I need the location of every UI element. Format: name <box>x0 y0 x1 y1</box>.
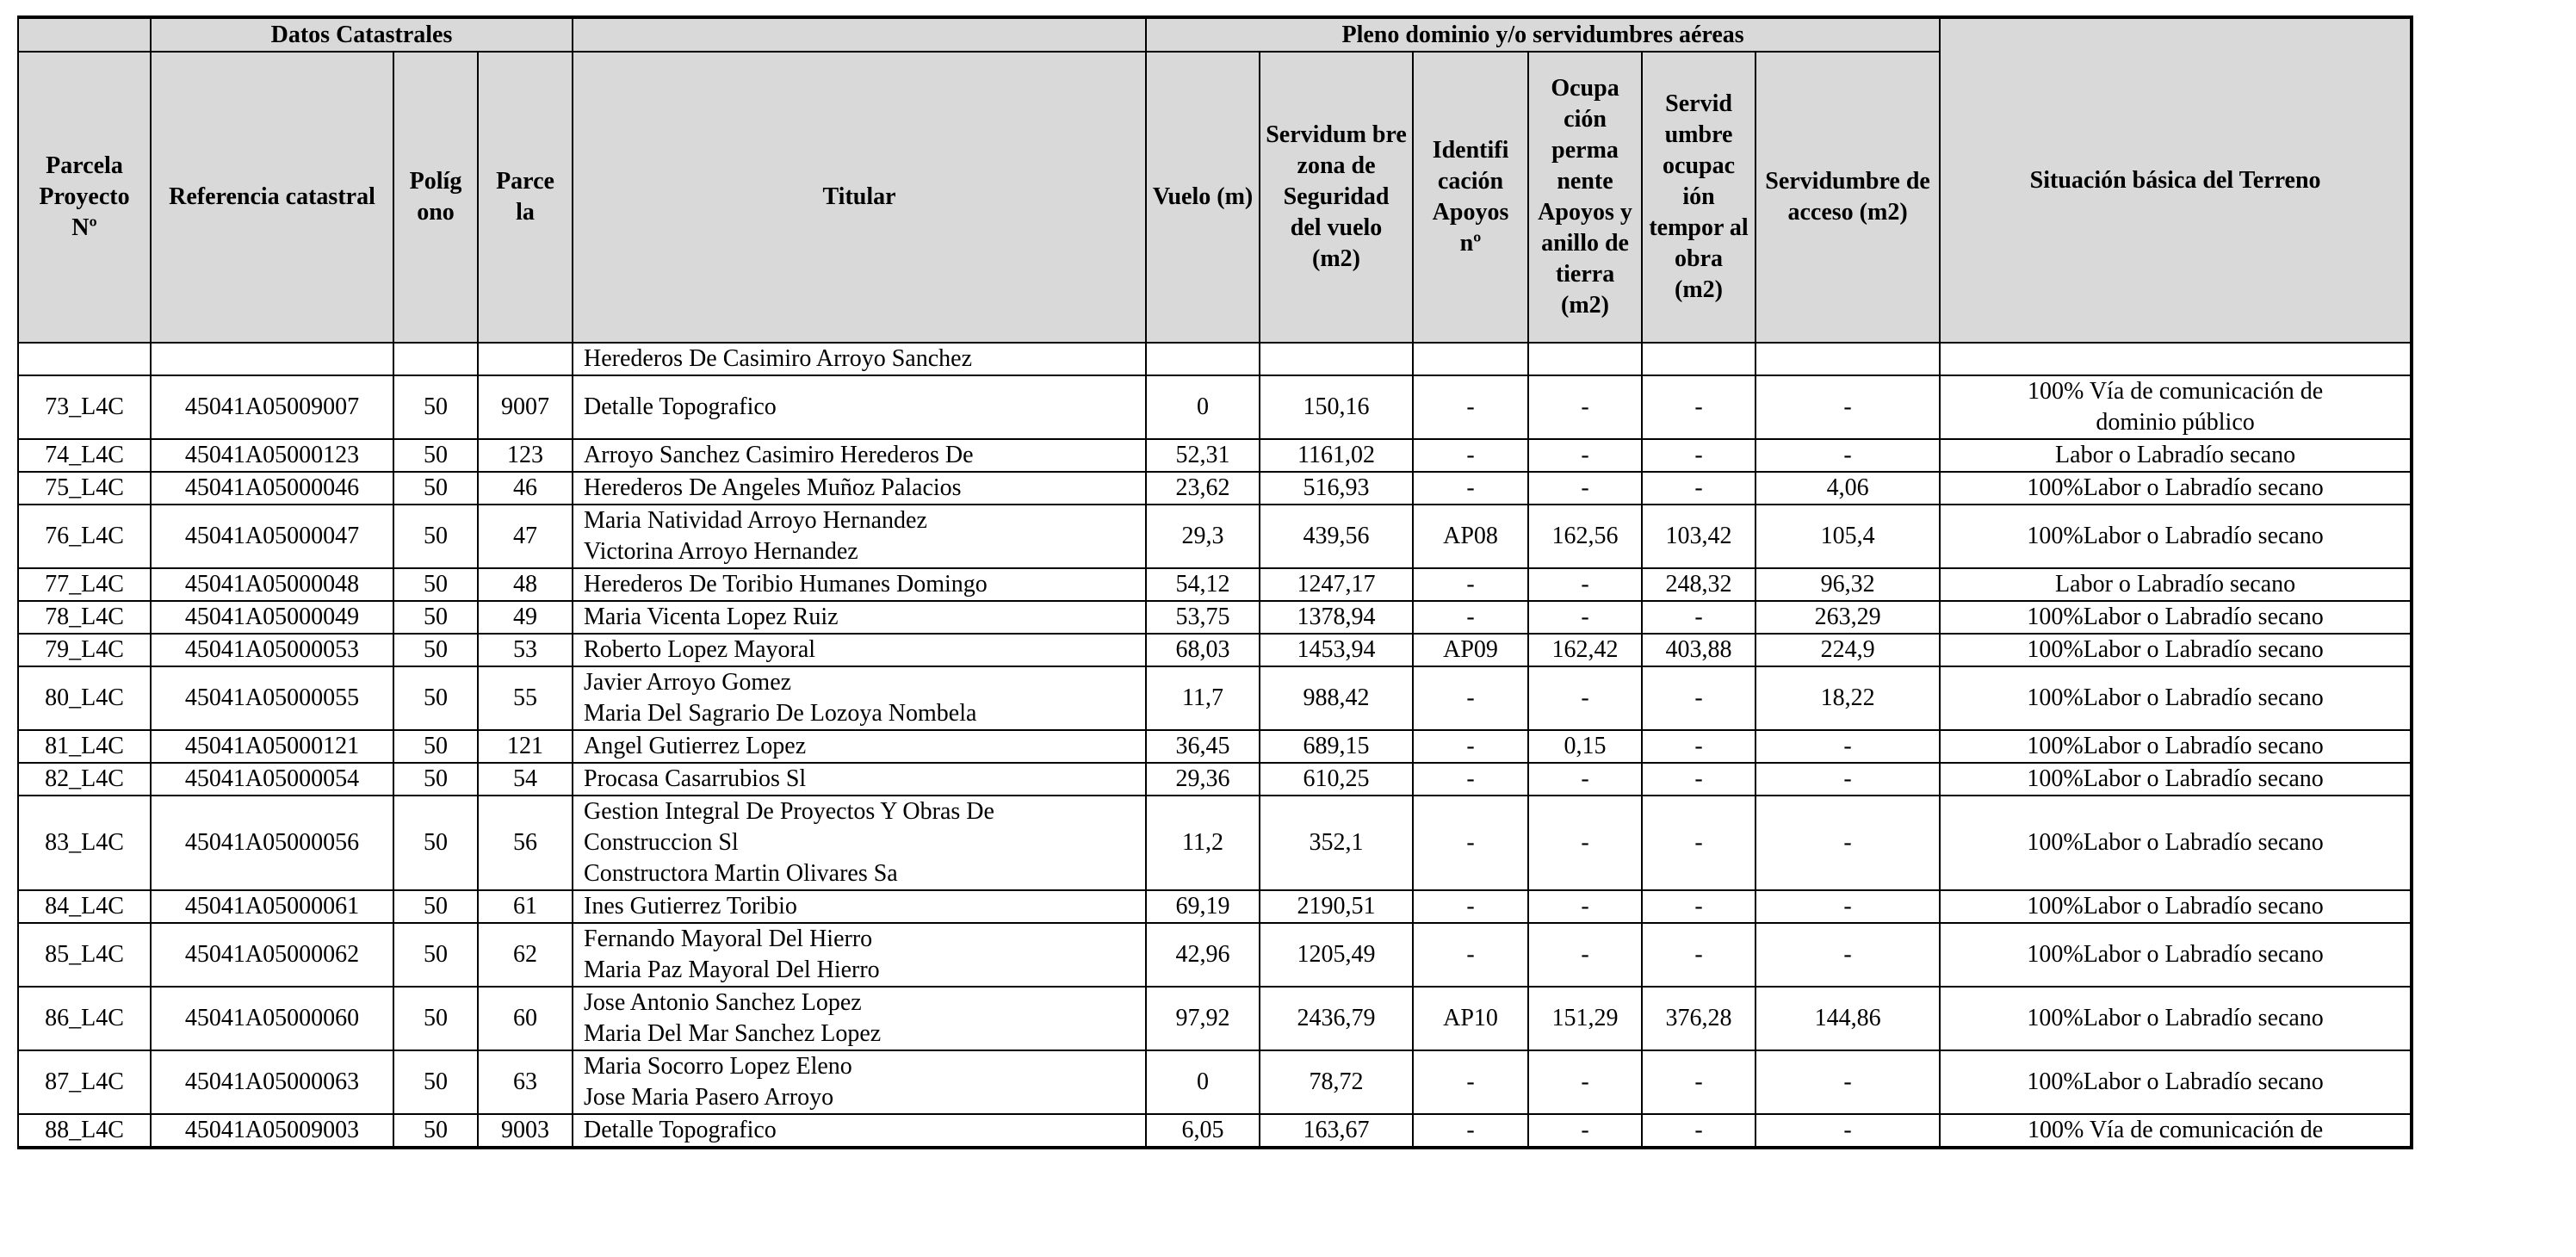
cell-servidumbre-seguridad: 1161,02 <box>1260 439 1413 472</box>
cell-poligono: 50 <box>393 987 478 1050</box>
cell-ocupacion-permanente: - <box>1528 601 1642 634</box>
cell-servidumbre-acceso: 18,22 <box>1756 666 1940 730</box>
cell-situacion-line: Labor o Labradío secano <box>2055 442 2296 468</box>
cell-servidumbre-acceso: - <box>1756 796 1940 890</box>
col-vuelo: Vuelo (m) <box>1146 52 1260 343</box>
cell-parcela-catastral: 49 <box>478 601 573 634</box>
cell-servidumbre-seguridad: 516,93 <box>1260 472 1413 505</box>
table-row <box>18 505 2412 568</box>
cell-ocupacion-permanente: 0,15 <box>1528 730 1642 763</box>
cell-ocupacion-permanente: - <box>1528 1050 1642 1114</box>
cell-vuelo: 0 <box>1146 1050 1260 1114</box>
cell-vuelo: 29,3 <box>1146 505 1260 568</box>
cell-titular-line: Detalle Topografico <box>584 1117 777 1143</box>
cell-titular <box>573 730 1146 763</box>
cell-apoyo: - <box>1413 375 1528 439</box>
cell-ocupacion-temporal: - <box>1642 439 1756 472</box>
cell-apoyo: AP08 <box>1413 505 1528 568</box>
cell-referencia: 45041A05000123 <box>151 439 393 472</box>
cell-parcela: 86_L4C <box>18 987 151 1050</box>
col-servidumbre-seguridad: Servidum bre zona de Seguridad del vuelo (m2) <box>1260 52 1413 343</box>
cell-parcela: 87_L4C <box>18 1050 151 1114</box>
cell-servidumbre-seguridad: 1378,94 <box>1260 601 1413 634</box>
cell-apoyo: - <box>1413 601 1528 634</box>
cell-apoyo: - <box>1413 666 1528 730</box>
cell-parcela: 85_L4C <box>18 923 151 987</box>
cell-ocupacion-temporal: - <box>1642 890 1756 923</box>
cell-servidumbre-acceso: - <box>1756 1114 1940 1148</box>
cell-vuelo: 69,19 <box>1146 890 1260 923</box>
cell-parcela-catastral: 60 <box>478 987 573 1050</box>
cell-titular-line: Maria Del Mar Sanchez Lopez <box>584 1020 882 1047</box>
cell-servidumbre-seguridad: 1247,17 <box>1260 568 1413 601</box>
table-row <box>18 1050 2412 1114</box>
cell-poligono: 50 <box>393 634 478 666</box>
table-header <box>18 17 2412 343</box>
cell-referencia: 45041A05000055 <box>151 666 393 730</box>
cell-ocupacion-permanente <box>1528 343 1642 375</box>
cell-titular <box>573 343 1146 375</box>
cell-situacion-line: dominio público <box>2096 409 2255 436</box>
cell-referencia: 45041A05000046 <box>151 472 393 505</box>
cell-referencia <box>151 343 393 375</box>
cell-titular-line: Herederos De Toribio Humanes Domingo <box>584 571 988 598</box>
cell-referencia: 45041A05000121 <box>151 730 393 763</box>
table-row <box>18 923 2412 987</box>
cell-titular-line: Maria Vicenta Lopez Ruiz <box>584 604 839 630</box>
cell-parcela-catastral: 121 <box>478 730 573 763</box>
cell-apoyo: - <box>1413 763 1528 796</box>
cell-titular-line: Ines Gutierrez Toribio <box>584 893 797 920</box>
cell-parcela-catastral: 55 <box>478 666 573 730</box>
cell-servidumbre-seguridad: 1205,49 <box>1260 923 1413 987</box>
cell-parcela-catastral: 54 <box>478 763 573 796</box>
cell-servidumbre-seguridad: 78,72 <box>1260 1050 1413 1114</box>
cell-poligono: 50 <box>393 375 478 439</box>
cell-titular <box>573 666 1146 730</box>
cell-situacion-line: 100%Labor o Labradío secano <box>2027 765 2324 792</box>
cell-titular-line: Victorina Arroyo Hernandez <box>584 538 858 565</box>
cell-parcela: 81_L4C <box>18 730 151 763</box>
table-row <box>18 796 2412 890</box>
table-row <box>18 890 2412 923</box>
table-row <box>18 343 2412 375</box>
table-row <box>18 634 2412 666</box>
col-situacion: Situación básica del Terreno <box>1940 17 2412 343</box>
cell-situacion-line: 100%Labor o Labradío secano <box>2027 604 2324 630</box>
cell-referencia: 45041A05000061 <box>151 890 393 923</box>
cell-vuelo: 23,62 <box>1146 472 1260 505</box>
cell-titular <box>573 1050 1146 1114</box>
table-row <box>18 375 2412 439</box>
cell-titular <box>573 505 1146 568</box>
cell-ocupacion-permanente: - <box>1528 375 1642 439</box>
cell-situacion-line: 100% Vía de comunicación de <box>2028 378 2324 405</box>
cell-situacion-line: 100% Vía de comunicación de <box>2028 1117 2324 1143</box>
cell-ocupacion-permanente: - <box>1528 763 1642 796</box>
cell-situacion <box>1940 601 2412 634</box>
cell-ocupacion-temporal: - <box>1642 730 1756 763</box>
cell-poligono: 50 <box>393 568 478 601</box>
cell-situacion <box>1940 923 2412 987</box>
cell-referencia: 45041A05000060 <box>151 987 393 1050</box>
cell-situacion <box>1940 763 2412 796</box>
cell-situacion-line: 100%Labor o Labradío secano <box>2027 893 2324 920</box>
cell-vuelo: 36,45 <box>1146 730 1260 763</box>
cell-poligono: 50 <box>393 1050 478 1114</box>
cell-servidumbre-acceso: 144,86 <box>1756 987 1940 1050</box>
cell-poligono <box>393 343 478 375</box>
cell-referencia: 45041A05000054 <box>151 763 393 796</box>
cell-titular-line: Jose Maria Pasero Arroyo <box>584 1084 834 1111</box>
cell-titular-line: Constructora Martin Olivares Sa <box>584 860 898 887</box>
cell-titular <box>573 763 1146 796</box>
cell-parcela-catastral <box>478 343 573 375</box>
cell-parcela: 73_L4C <box>18 375 151 439</box>
cell-titular-line: Maria Paz Mayoral Del Hierro <box>584 957 880 983</box>
cell-titular-line: Herederos De Casimiro Arroyo Sanchez <box>584 345 972 372</box>
cell-parcela-catastral: 48 <box>478 568 573 601</box>
cell-referencia: 45041A05009003 <box>151 1114 393 1148</box>
table-row <box>18 987 2412 1050</box>
cell-servidumbre-acceso: - <box>1756 375 1940 439</box>
cell-ocupacion-permanente: 162,56 <box>1528 505 1642 568</box>
cell-vuelo <box>1146 343 1260 375</box>
table-row <box>18 730 2412 763</box>
cell-ocupacion-temporal: - <box>1642 472 1756 505</box>
col-parcela: Parcela Proyecto Nº <box>18 52 151 343</box>
cell-servidumbre-acceso: 4,06 <box>1756 472 1940 505</box>
cell-vuelo: 53,75 <box>1146 601 1260 634</box>
cell-apoyo: - <box>1413 472 1528 505</box>
cell-apoyo: - <box>1413 730 1528 763</box>
cell-ocupacion-permanente: 162,42 <box>1528 634 1642 666</box>
cell-situacion <box>1940 634 2412 666</box>
cell-ocupacion-permanente: - <box>1528 923 1642 987</box>
table-row <box>18 472 2412 505</box>
cell-situacion <box>1940 505 2412 568</box>
cell-referencia: 45041A05000053 <box>151 634 393 666</box>
cell-situacion-line: 100%Labor o Labradío secano <box>2027 523 2324 549</box>
cell-poligono: 50 <box>393 439 478 472</box>
cell-apoyo: - <box>1413 1050 1528 1114</box>
cell-titular-line: Javier Arroyo Gomez <box>584 669 792 696</box>
cell-parcela-catastral: 63 <box>478 1050 573 1114</box>
cell-servidumbre-acceso: - <box>1756 763 1940 796</box>
cell-ocupacion-permanente: - <box>1528 666 1642 730</box>
col-servidumbre-acceso: Servidumbre de acceso (m2) <box>1756 52 1940 343</box>
cell-poligono: 50 <box>393 763 478 796</box>
parcel-table <box>17 15 2413 1149</box>
cell-referencia: 45041A05009007 <box>151 375 393 439</box>
header-group-catastral: Datos Catastrales <box>151 17 573 52</box>
cell-servidumbre-seguridad: 1453,94 <box>1260 634 1413 666</box>
cell-parcela <box>18 343 151 375</box>
cell-ocupacion-permanente: - <box>1528 1114 1642 1148</box>
cell-situacion <box>1940 375 2412 439</box>
table-body <box>18 343 2412 1148</box>
table-row <box>18 439 2412 472</box>
cell-titular-line: Arroyo Sanchez Casimiro Herederos De <box>584 442 974 468</box>
cell-situacion <box>1940 1114 2412 1148</box>
cell-poligono: 50 <box>393 601 478 634</box>
header-blank-2 <box>573 17 1146 52</box>
cell-situacion <box>1940 1050 2412 1114</box>
cell-situacion <box>1940 343 2412 375</box>
cell-situacion <box>1940 796 2412 890</box>
table-row <box>18 1114 2412 1148</box>
cell-parcela: 84_L4C <box>18 890 151 923</box>
cell-servidumbre-acceso: 105,4 <box>1756 505 1940 568</box>
cell-servidumbre-seguridad <box>1260 343 1413 375</box>
cell-parcela: 80_L4C <box>18 666 151 730</box>
col-ocupacion-permanente: Ocupa ción perma nente Apoyos y anillo de tierra (m2) <box>1528 52 1642 343</box>
cell-titular <box>573 472 1146 505</box>
cell-titular-line: Detalle Topografico <box>584 393 777 420</box>
cell-parcela: 82_L4C <box>18 763 151 796</box>
cell-ocupacion-permanente: 151,29 <box>1528 987 1642 1050</box>
cell-parcela-catastral: 61 <box>478 890 573 923</box>
cell-parcela: 77_L4C <box>18 568 151 601</box>
cell-ocupacion-temporal: 376,28 <box>1642 987 1756 1050</box>
cell-servidumbre-seguridad: 150,16 <box>1260 375 1413 439</box>
col-ocupacion-temporal: Servid umbre ocupac ión tempor al obra (m2) <box>1642 52 1756 343</box>
cell-vuelo: 0 <box>1146 375 1260 439</box>
cell-ocupacion-temporal: - <box>1642 796 1756 890</box>
cell-ocupacion-permanente: - <box>1528 472 1642 505</box>
cell-referencia: 45041A05000056 <box>151 796 393 890</box>
cell-situacion <box>1940 730 2412 763</box>
cell-situacion-line: 100%Labor o Labradío secano <box>2027 829 2324 856</box>
cell-vuelo: 11,7 <box>1146 666 1260 730</box>
cell-situacion-line: 100%Labor o Labradío secano <box>2027 684 2324 711</box>
cell-referencia: 45041A05000063 <box>151 1050 393 1114</box>
cell-titular-line: Herederos De Angeles Muñoz Palacios <box>584 474 962 501</box>
cell-titular-line: Fernando Mayoral Del Hierro <box>584 926 873 952</box>
cell-titular-line: Roberto Lopez Mayoral <box>584 636 816 663</box>
cell-apoyo: AP10 <box>1413 987 1528 1050</box>
cell-ocupacion-temporal: - <box>1642 375 1756 439</box>
cell-parcela-catastral: 56 <box>478 796 573 890</box>
cell-poligono: 50 <box>393 666 478 730</box>
cell-situacion-line: 100%Labor o Labradío secano <box>2027 474 2324 501</box>
cell-titular <box>573 439 1146 472</box>
cell-servidumbre-acceso: 263,29 <box>1756 601 1940 634</box>
cell-vuelo: 54,12 <box>1146 568 1260 601</box>
cell-ocupacion-temporal: - <box>1642 1050 1756 1114</box>
cell-situacion-line: 100%Labor o Labradío secano <box>2027 733 2324 759</box>
cell-ocupacion-temporal: 103,42 <box>1642 505 1756 568</box>
cell-ocupacion-temporal: - <box>1642 601 1756 634</box>
cell-servidumbre-acceso: - <box>1756 1050 1940 1114</box>
cell-vuelo: 11,2 <box>1146 796 1260 890</box>
cell-parcela: 83_L4C <box>18 796 151 890</box>
table-row <box>18 763 2412 796</box>
cell-parcela: 88_L4C <box>18 1114 151 1148</box>
cell-servidumbre-seguridad: 988,42 <box>1260 666 1413 730</box>
cell-parcela-catastral: 53 <box>478 634 573 666</box>
cell-titular-line: Maria Natividad Arroyo Hernandez <box>584 507 927 534</box>
cell-servidumbre-acceso: - <box>1756 730 1940 763</box>
cell-servidumbre-acceso: - <box>1756 439 1940 472</box>
header-group-pleno: Pleno dominio y/o servidumbres aéreas <box>1146 17 1940 52</box>
cell-titular-line: Construccion Sl <box>584 829 739 856</box>
cell-situacion <box>1940 439 2412 472</box>
cell-poligono: 50 <box>393 730 478 763</box>
cell-ocupacion-temporal: 403,88 <box>1642 634 1756 666</box>
cell-poligono: 50 <box>393 1114 478 1148</box>
cell-poligono: 50 <box>393 890 478 923</box>
cell-apoyo: - <box>1413 923 1528 987</box>
cell-situacion-line: Labor o Labradío secano <box>2055 571 2296 598</box>
cell-parcela: 79_L4C <box>18 634 151 666</box>
cell-servidumbre-acceso: 96,32 <box>1756 568 1940 601</box>
cell-poligono: 50 <box>393 505 478 568</box>
cell-titular <box>573 634 1146 666</box>
header-blank-1 <box>18 17 151 52</box>
cell-vuelo: 68,03 <box>1146 634 1260 666</box>
cell-vuelo: 52,31 <box>1146 439 1260 472</box>
cell-titular-line: Gestion Integral De Proyectos Y Obras De <box>584 798 994 825</box>
cell-servidumbre-seguridad: 352,1 <box>1260 796 1413 890</box>
cell-ocupacion-temporal: - <box>1642 1114 1756 1148</box>
table-row <box>18 666 2412 730</box>
col-referencia: Referencia catastral <box>151 52 393 343</box>
cell-vuelo: 42,96 <box>1146 923 1260 987</box>
cell-ocupacion-temporal: - <box>1642 763 1756 796</box>
cell-parcela-catastral: 46 <box>478 472 573 505</box>
cell-servidumbre-seguridad: 610,25 <box>1260 763 1413 796</box>
cell-ocupacion-temporal: 248,32 <box>1642 568 1756 601</box>
cell-situacion <box>1940 472 2412 505</box>
col-apoyos: Identifi cación Apoyos nº <box>1413 52 1528 343</box>
cell-situacion-line: 100%Labor o Labradío secano <box>2027 941 2324 968</box>
cell-servidumbre-acceso: - <box>1756 923 1940 987</box>
cell-servidumbre-seguridad: 2436,79 <box>1260 987 1413 1050</box>
cell-situacion <box>1940 987 2412 1050</box>
cell-situacion <box>1940 568 2412 601</box>
cell-titular <box>573 601 1146 634</box>
cell-titular-line: Jose Antonio Sanchez Lopez <box>584 989 862 1016</box>
table-row <box>18 568 2412 601</box>
cell-referencia: 45041A05000047 <box>151 505 393 568</box>
cell-apoyo: - <box>1413 439 1528 472</box>
cell-referencia: 45041A05000048 <box>151 568 393 601</box>
cell-titular <box>573 796 1146 890</box>
cell-servidumbre-acceso: 224,9 <box>1756 634 1940 666</box>
cell-titular-line: Maria Socorro Lopez Eleno <box>584 1053 852 1080</box>
cell-referencia: 45041A05000062 <box>151 923 393 987</box>
cell-parcela: 76_L4C <box>18 505 151 568</box>
cell-apoyo <box>1413 343 1528 375</box>
cell-apoyo: - <box>1413 796 1528 890</box>
col-parcela-catastral: Parce la <box>478 52 573 343</box>
cell-poligono: 50 <box>393 472 478 505</box>
cell-parcela-catastral: 123 <box>478 439 573 472</box>
cell-apoyo: - <box>1413 890 1528 923</box>
cell-parcela: 74_L4C <box>18 439 151 472</box>
cell-parcela-catastral: 9003 <box>478 1114 573 1148</box>
cell-situacion-line: 100%Labor o Labradío secano <box>2027 1005 2324 1031</box>
cell-vuelo: 97,92 <box>1146 987 1260 1050</box>
cell-servidumbre-acceso: - <box>1756 890 1940 923</box>
cell-servidumbre-acceso <box>1756 343 1940 375</box>
cell-situacion-line: 100%Labor o Labradío secano <box>2027 636 2324 663</box>
cell-apoyo: AP09 <box>1413 634 1528 666</box>
cell-parcela: 75_L4C <box>18 472 151 505</box>
cell-servidumbre-seguridad: 439,56 <box>1260 505 1413 568</box>
cell-ocupacion-temporal <box>1642 343 1756 375</box>
cell-ocupacion-permanente: - <box>1528 796 1642 890</box>
cell-apoyo: - <box>1413 1114 1528 1148</box>
cell-poligono: 50 <box>393 923 478 987</box>
cell-parcela-catastral: 47 <box>478 505 573 568</box>
cell-ocupacion-temporal: - <box>1642 666 1756 730</box>
cell-titular <box>573 890 1146 923</box>
cell-referencia: 45041A05000049 <box>151 601 393 634</box>
cell-situacion <box>1940 890 2412 923</box>
cell-parcela: 78_L4C <box>18 601 151 634</box>
cell-titular-line: Maria Del Sagrario De Lozoya Nombela <box>584 700 977 727</box>
cell-titular-line: Angel Gutierrez Lopez <box>584 733 807 759</box>
cell-vuelo: 29,36 <box>1146 763 1260 796</box>
cell-parcela-catastral: 62 <box>478 923 573 987</box>
cell-apoyo: - <box>1413 568 1528 601</box>
cell-titular <box>573 568 1146 601</box>
col-titular: Titular <box>573 52 1146 343</box>
cell-titular-line: Procasa Casarrubios Sl <box>584 765 807 792</box>
cell-vuelo: 6,05 <box>1146 1114 1260 1148</box>
cell-servidumbre-seguridad: 163,67 <box>1260 1114 1413 1148</box>
cell-ocupacion-permanente: - <box>1528 890 1642 923</box>
table-row <box>18 601 2412 634</box>
cell-servidumbre-seguridad: 2190,51 <box>1260 890 1413 923</box>
cell-titular <box>573 923 1146 987</box>
cell-ocupacion-temporal: - <box>1642 923 1756 987</box>
cell-titular <box>573 1114 1146 1148</box>
cell-ocupacion-permanente: - <box>1528 439 1642 472</box>
cell-poligono: 50 <box>393 796 478 890</box>
col-poligono: Políg ono <box>393 52 478 343</box>
cell-ocupacion-permanente: - <box>1528 568 1642 601</box>
cell-servidumbre-seguridad: 689,15 <box>1260 730 1413 763</box>
cell-titular <box>573 375 1146 439</box>
cell-titular <box>573 987 1146 1050</box>
cell-parcela-catastral: 9007 <box>478 375 573 439</box>
cell-situacion <box>1940 666 2412 730</box>
cell-situacion-line: 100%Labor o Labradío secano <box>2027 1068 2324 1095</box>
